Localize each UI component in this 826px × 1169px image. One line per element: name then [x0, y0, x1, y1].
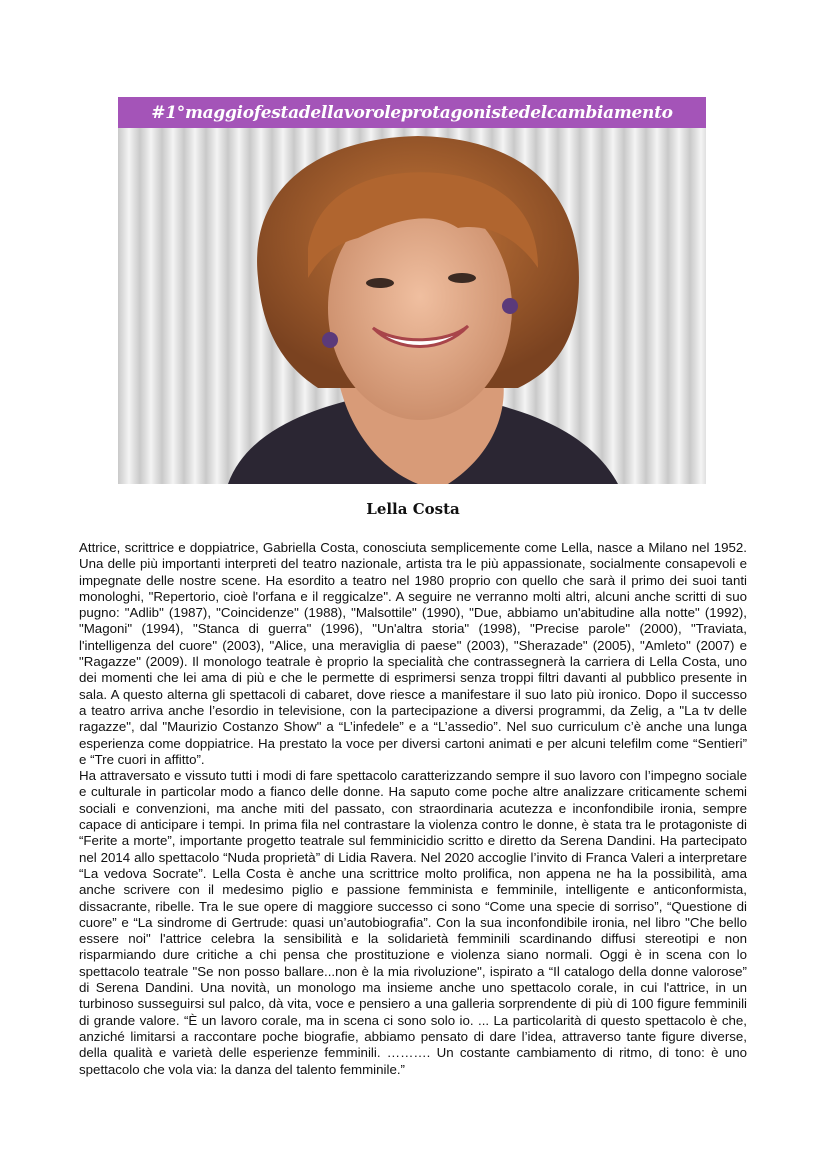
document-title: Lella Costa — [366, 500, 460, 518]
hashtag-banner — [118, 97, 706, 128]
paragraph: Attrice, scrittrice e doppiatrice, Gabriella Costa, conosciuta semplicemente come Lella, nasce a Milano nel 1952. Una delle più importanti interpreti del teatro nazionale, artista tra le più appassionate, socialmente consapevoli e impegnate delle nostre scene. Ha esordito a teatro nel 1980 proprio con quello che sarà il primo dei suoi tanti monologhi, "Repertorio, cioè l'orfana e il reggicalze". A seguire ne verranno molti altri, alcuni anche scritti di suo pugno: "Adlib" (1987), "Coincidenze" (1988), "Malsottile" (1990), "Due, abbiamo un'abitudine alla notte" (1992), "Magoni" (1994), "Stanca di guerra" (1996), "Un'altra storia" (1998), "Precise parole" (2000), "Traviata, l'intelligenza del cuore" (2003), "Alice, una meraviglia di paese" (2003), "Sherazade" (2005), "Amleto" (2007) e "Ragazze" (2009). Il monologo teatrale è proprio la specialità che contrassegnerà la carriera di Lella Costa, uno dei momenti che lei ama di più e che le permette di esprimersi senza troppi filtri davanti al pubblico presente in sala. A questo alterna gli spettacoli di cabaret, dove riesce a manifestare il suo lato più ironico. Dopo il successo a teatro arriva anche l’esordio in televisione, con la partecipazione a diversi programmi, da Zelig, a "La tv delle ragazze", dal "Maurizio Costanzo Show" a “L’infedele” e a “L’assedio”. Nel suo curriculum c’è anche una lunga esperienza come doppiatrice. Ha prestato la voce per diversi cartoni animati e per alcuni telefilm come “Sentieri” e “Tre cuori in affitto”. — [79, 540, 747, 767]
paragraph: Ha attraversato e vissuto tutti i modi di fare spettacolo caratterizzando sempre il suo lavoro con l’impegno sociale e culturale in particolar modo a fianco delle donne. Ha saputo come poche altre analizzare criticamente schemi sociali e convenzioni, ma anche miti del passato, con straordinaria acutezza e inconfondibile ironia, sempre capace di anticipare i tempi. In prima fila nel contrastare la violenza contro le donne, è stata tra le protagoniste di “Ferite a morte”, importante progetto teatrale sul femminicidio scritto e diretto da Serena Dandini. Ha partecipato nel 2014 allo spettacolo “Nuda proprietà” di Lidia Ravera. Nel 2020 accoglie l’invito di Franca Valeri a interpretare “La vedova Socrate”. Lella Costa è anche una scrittrice molto prolifica, non appena ne ha la possibilità, ama anche scrivere con il medesimo piglio e passione femminista e femminile, intelligente e anticonformista, dissacrante, ribelle. Tra le sue opere di maggiore successo ci sono “Come una specie di sorriso”, “Questione di cuore” e “La sindrome di Gertrude: quasi un’autobiografia”. Con la sua inconfondibile ironia, nel libro "Che bello essere noi" l'attrice celebra la sensibilità e la solidarietà femminili scardinando diffusi stereotipi e non risparmiando dure critiche a chi pensa che prostituzione e violenza siano normali. Oggi è in scena con lo spettacolo teatrale "Se non posso ballare...non è la mia rivoluzione", ispirato a “Il catalogo della donne valorose” di Serena Dandini. Una novità, un monologo ma insieme anche uno spettacolo corale, in cui l'attrice, in un turbinoso susseguirsi sul palco, dà vita, voce e pensiero a una galleria sorprendente di più di 100 figure femminili di grande valore. “È un lavoro corale, ma in scena ci sono solo io. ... La particolarità di questo spettacolo è che, anziché limitarsi a raccontare poche biografie, abbiamo pensato di dare l’idea, attraverso tante figure diverse, della qualità e varietà delle esperienze femminili. ………. Un costante cambiamento di ritmo, di tono: è uno spettacolo che vola via: la danza del talento femminile.” — [79, 768, 747, 1077]
document-body — [79, 540, 747, 1078]
hashtag-text: #1°maggiofestadellavoroleprotagonistedelcambiamento — [151, 102, 673, 123]
portrait-photo — [118, 128, 706, 484]
